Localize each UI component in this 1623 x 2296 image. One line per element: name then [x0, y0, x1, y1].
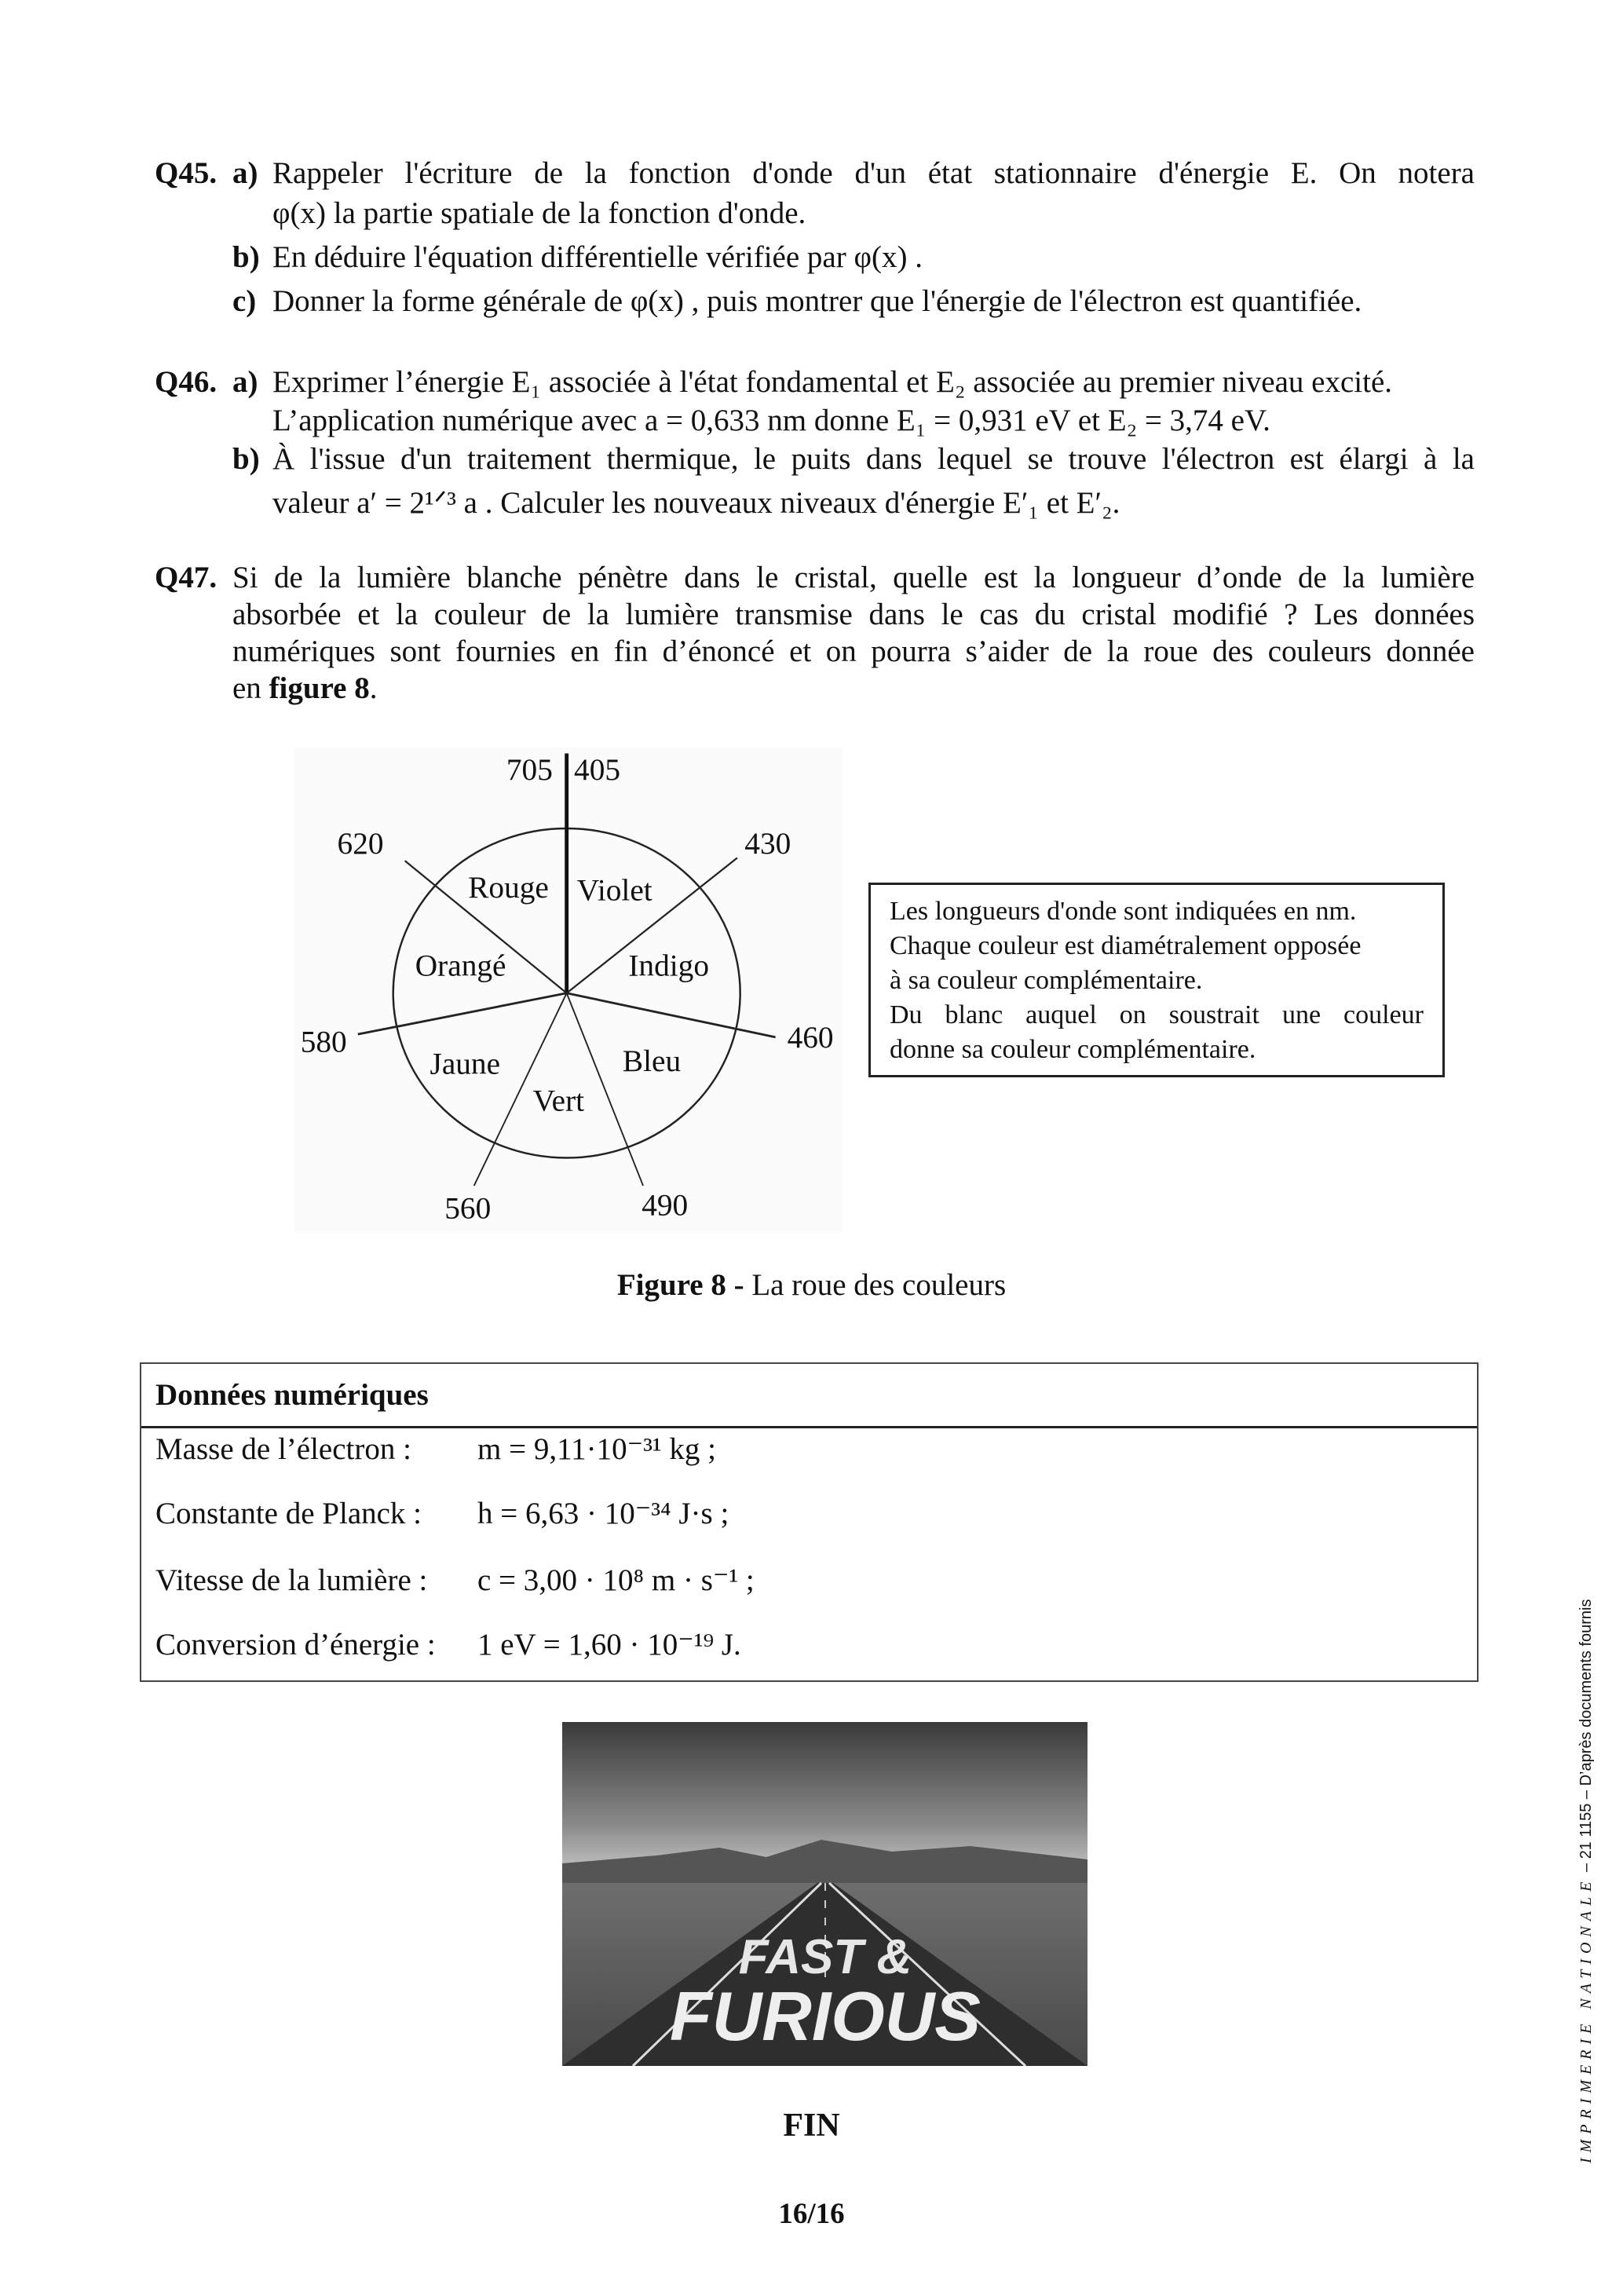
road-illustration [562, 1722, 1087, 2066]
color-label-violet: Violet [576, 872, 652, 908]
wavelength-580: 580 [300, 1024, 347, 1059]
q45-b-label: b) [232, 240, 260, 274]
figure-reference: figure 8 [269, 671, 370, 705]
color-label-orange: Orangé [415, 948, 506, 983]
table-row [155, 1494, 729, 1534]
wavelength-490: 490 [642, 1187, 689, 1223]
color-label-vert: Vert [532, 1083, 585, 1118]
color-label-bleu: Bleu [622, 1044, 682, 1078]
wavelength-705: 705 [506, 752, 553, 788]
wavelength-560: 560 [444, 1190, 492, 1226]
q46-a-line1: Exprimer l’énergie E₁ associée à l'état fondamental et E₂ associée au premier niveau excité. [272, 365, 1393, 399]
figure-caption-text: La roue des couleurs [744, 1268, 1007, 1302]
end-marker: FIN [783, 2108, 840, 2144]
q47-line3: numériques sont fournies en fin d’énoncé et on pourra s’aider de la roue des couleurs donnée [232, 634, 1475, 668]
q45-c-line: Donner la forme générale de φ(x) , puis montrer que l'énergie de l'électron est quantifiée. [272, 284, 1362, 318]
q47-line4-post: . [369, 671, 378, 705]
q45-a-line1: Rappeler l'écriture de la fonction d'onde d'un état stationnaire d'énergie E. On notera [272, 156, 1475, 190]
q47-line4-pre: en [232, 671, 269, 705]
q45-a-label: a) [232, 156, 258, 190]
wavelength-460: 460 [787, 1020, 834, 1055]
wheel-note-box [868, 883, 1445, 1077]
wavelength-430: 430 [744, 825, 791, 861]
q46-b-line2: valeur a′ = 2¹ᐟ³ a . Calculer les nouveaux niveaux d'énergie E′₁ et E′₂. [272, 486, 1120, 520]
photo-title-line2: FURIOUS [670, 1977, 981, 2055]
row-value: c = 3,00 · 10⁸ m · s⁻¹ ; [477, 1563, 755, 1597]
q45-b-line: En déduire l'équation différentielle vérifiée par φ(x) . [272, 240, 923, 274]
page-number: 16/16 [778, 2198, 845, 2230]
photo-title-line1: FAST & [738, 1930, 912, 1984]
fast-furious-road-photo [562, 1722, 1087, 2066]
document-reference: – 21 1155 – D’après documents fournis [1577, 1599, 1595, 1877]
figure-caption-label: Figure 8 - [616, 1268, 744, 1302]
q47-line2: absorbée et la couleur de la lumière transmise dans le cas du cristal modifié ? Les données [232, 598, 1475, 631]
wheel-line-460 [567, 993, 776, 1037]
figure-caption [0, 1266, 1623, 1305]
note-line: Les longueurs d'onde sont indiquées en nm. [890, 897, 1357, 926]
q45-a-line2: φ(x) la partie spatiale de la fonction d'onde. [272, 196, 806, 230]
note-line: Du blanc auquel on soustrait une couleur [890, 1000, 1424, 1029]
q45-c-label: c) [232, 284, 257, 318]
row-label: Conversion d’énergie : [155, 1628, 436, 1662]
table-row [155, 1430, 716, 1469]
question-number-q45: Q45. [155, 156, 217, 190]
q47-line1: Si de la lumière blanche pénètre dans le cristal, quelle est la longueur d’onde de la lumière [232, 561, 1475, 594]
color-label-rouge: Rouge [468, 870, 549, 905]
color-label-jaune: Jaune [430, 1046, 501, 1081]
table-title: Données numériques [141, 1364, 1477, 1428]
row-value: 1 eV = 1,60 · 10⁻¹⁹ J. [477, 1628, 741, 1662]
wheel-line-580 [358, 993, 567, 1034]
row-label: Vitesse de la lumière : [155, 1563, 428, 1597]
note-line: Chaque couleur est diamétralement opposée [890, 931, 1362, 960]
wavelength-620: 620 [337, 825, 384, 861]
q46-b-line1: À l'issue d'un traitement thermique, le puits dans lequel se trouve l'électron est élargi à la [272, 442, 1475, 476]
table-row [155, 1561, 755, 1600]
printer-name: IMPRIMERIE NATIONALE [1577, 1876, 1595, 2163]
note-line: donne sa couleur complémentaire. [890, 1035, 1256, 1064]
q46-a-line2: L’application numérique avec a = 0,633 nm donne E₁ = 0,931 eV et E₂ = 3,74 eV. [272, 404, 1270, 437]
question-number-q46: Q46. [155, 365, 217, 399]
mountains [562, 1840, 1087, 1883]
printer-credit [1577, 1599, 1596, 2163]
q47-line4 [232, 669, 378, 708]
row-value: h = 6,63 · 10⁻³⁴ J·s ; [477, 1497, 729, 1530]
note-line: à sa couleur complémentaire. [890, 966, 1203, 995]
wavelength-405: 405 [574, 752, 621, 788]
color-wheel-figure [294, 748, 843, 1233]
question-number-q47: Q47. [155, 561, 217, 594]
q46-b-label: b) [232, 442, 260, 476]
table-row [155, 1625, 741, 1665]
row-value: m = 9,11·10⁻³¹ kg ; [477, 1432, 716, 1466]
q46-a-label: a) [232, 365, 258, 399]
row-label: Masse de l’électron : [155, 1432, 411, 1466]
row-label: Constante de Planck : [155, 1497, 422, 1530]
color-label-indigo: Indigo [628, 948, 709, 983]
numerical-data-table [140, 1362, 1479, 1682]
